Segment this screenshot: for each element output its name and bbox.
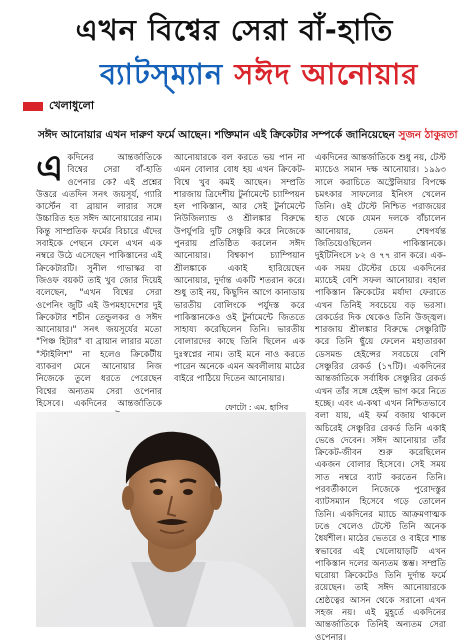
player-photo xyxy=(36,412,306,627)
article-dek xyxy=(38,128,458,145)
column-2-text: আনোয়ারকে বল করতে ভয় পান না এমন বোলার বোধ হয় এখন ক্রিকেট-বিশ্বে খুব কমই আছেন। সম্প্রতি শারজায় ত্রিদেশীয় টুর্নামেন্টে চ্যাম্পিয়ন হল পাকিস্তান, আর সেই টুর্নামেন্টে নিউজিল্যান্ড ও শ্রীলঙ্কার বিরুদ্ধে উপর্যুপরি দুটি সেঞ্চুরি করে নিজেকে পুনরায় প্রতিষ্ঠিত করলেন সঈদ আনোয়ার। বিশ্বকাপ চ্যাম্পিয়ান শ্রীলঙ্কাকে একাই হারিয়েছেন আনোয়ার, দুর্দান্ত একটি শতরান করে। শুধু তাই নয়, কিছুদিন আগে কানাডায় ভারতীয় বোলিংকে পর্যুদস্ত করে পাকিস্তানকেও ওই টুর্নামেন্টে জিততে সাহায্য করেছিলেন তিনি। ভারতীয় বোলারদের কাছে তিনি ছিলেন এক দুঃস্বপ্নের নাম। তাই মনে নাও করতে পারেন অনেকে এমন অবলীলায় মাঠের বাইরে পাঠিয়ে দিতেন আনোয়ার। xyxy=(174,153,305,385)
column-1-text: কদিনের আন্তর্জাতিকে বিশ্বের সেরা বাঁ-হাতি ওপেনার কে? এই প্রশ্নের উত্তরে এতদিন সনৎ জয়সূর্য, গ্যারি কার্স্টেন বা ব্রায়ান লারার সঙ্গে উচ্চারিত হত সঈদ আনোয়ারের নাম। কিন্তু সাম্প্রতিক ফর্মের বিচারে এঁদের সবাইকে পেছনে ফেলে এখন এক নম্বরে উঠে এসেছেন পাকিস্তানের এই ক্রিকেটারটি। সুনীল গাভাস্কর বা জিওফ বয়কট তাই খুব জোর দিয়েই বলেছেন, "এখন বিশ্বের সেরা ওপেনিং জুটি এই উপমহাদেশের দুই ক্রিকেটার শচীন তেন্ডুলকর ও সঈদ আনোয়ার।" সনৎ জয়সূর্যের মতো "পিঞ্চ হিটার" বা ব্রায়ান লারার মতো "স্টাইলিশ" না হলেও ক্রিকেটীয় ব্যাকরণ মেনে আনোয়ার নিজ নিজেকে তুলে ধরতে পেরেছেন বিশ্বের অন্যতম সেরা ওপেনার হিসেবে। একদিনের আন্তর্জাতিকে xyxy=(36,153,162,409)
section-label: খেলাধুলো xyxy=(49,99,95,112)
photo-credit: ফোটো : এম. হাসিব xyxy=(225,403,289,412)
article-column-3 xyxy=(315,152,446,643)
dek-text: সঈদ আনোয়ার এখন দারুণ ফর্মে আছেন। শক্তিমান এই ক্রিকেটার সম্পর্কে জানিয়েছেন xyxy=(38,129,395,141)
column-3-text: একদিনের আন্তর্জাতিকে শুধু নয়, টেস্ট ম্যাচেও সমান দক্ষ আনোয়ার। ১৯৯৩ সালে করাচিতে অস্ট্রেলিয়ার বিপক্ষে চমৎকার সাফল্যের ইনিংস খেলেন তিনি। ওই টেস্টে নিশ্চিত পরাজয়ের হাত থেকে যেমন দলকে বাঁচালেন আনোয়ার, তেমন শেষপর্যন্ত জিতিয়েওছিলেন পাকিস্তানকে। দুইটিনিংসে ৮২ ও ৭৭ রান করে। এক-এক সময় টেস্টের চেয়ে একদিনের ম্যাচেই বেশি সফল আনোয়ার। বহাল পাকিস্তান ক্রিকেটের মর্যাদা ফেরাতে এখন তিনিই সবচেয়ে বড় ভরসা। রেকর্ডের দিক থেকেও তিনি উজ্জ্বল। শারজায় শ্রীলঙ্কার বিরুদ্ধে সেঞ্চুরিটি করে তিনি ছুঁয়ে ফেলেন মহাতারকা ডেসমন্ড হেইন্সের সবচেয়ে বেশি সেঞ্চুরির রেকর্ড (১৭টি)। একদিনের আন্তর্জাতিকে সর্বাধিক সেঞ্চুরির রেকর্ড এখন তাঁর সঙ্গে হেইন্স ভাগ করে নিতে হচ্ছে। এবং এ-কথা এখন নিশ্চিতভাবে বলা যায়, এই ফর্ম বজায় থাকলে অচিরেই সেঞ্চুরির রেকর্ড তিনি একাই ভেঙে দেবেন। সঈদ আনোয়ার তাঁর ক্রিকেট-জীবন শুরু করেছিলেন একজন বোলার হিসেবে। সেই সময় সাত নম্বরে ব্যাট করতেন তিনি। পরবর্তীকালে নিজেকে পুরোদস্তুর ব্যাটসম্যান হিসেবে গড়ে তোলেন তিনি। একদিনের ম্যাচে আক্রমণাত্মক ঢঙে খেলেও টেস্টে তিনি অনেক ধৈর্যশীল। মাঠের ভেতরে ও বাইরে শান্ত স্বভাবের এই খেলোয়াড়টি এখন পাকিস্তান দলের অন্যতম স্তম্ভ। সম্প্রতি ঘরোয়া ক্রিকেটেও তিনি দুর্দান্ত ফর্মে রয়েছেন। তাই সঈদ আনোয়ারকে শ্রেষ্ঠত্বের আসন থেকে সরানো এখন সহজ নয়। এই মুহূর্তে একদিনের আন্তর্জাতিকে তিনিই অন্যতম সেরা ওপেনার। xyxy=(315,153,446,643)
drop-cap: এ xyxy=(36,147,64,189)
article-column-1 xyxy=(36,147,162,409)
headline-part-batsman: ব্যাটস্‌ম্যান xyxy=(100,57,224,91)
headline-line-1: এখন বিশ্বের সেরা বাঁ-হাতি xyxy=(75,13,394,47)
headline-line-2 xyxy=(100,52,469,101)
section-marker xyxy=(23,102,43,111)
player-portrait-illustration xyxy=(36,412,306,627)
section-tag xyxy=(23,97,94,116)
headline-part-name: সঈদ আনোয়ার xyxy=(234,57,419,91)
byline: সুজন ঠাকুরতা xyxy=(398,129,458,141)
article-column-2 xyxy=(174,152,305,392)
